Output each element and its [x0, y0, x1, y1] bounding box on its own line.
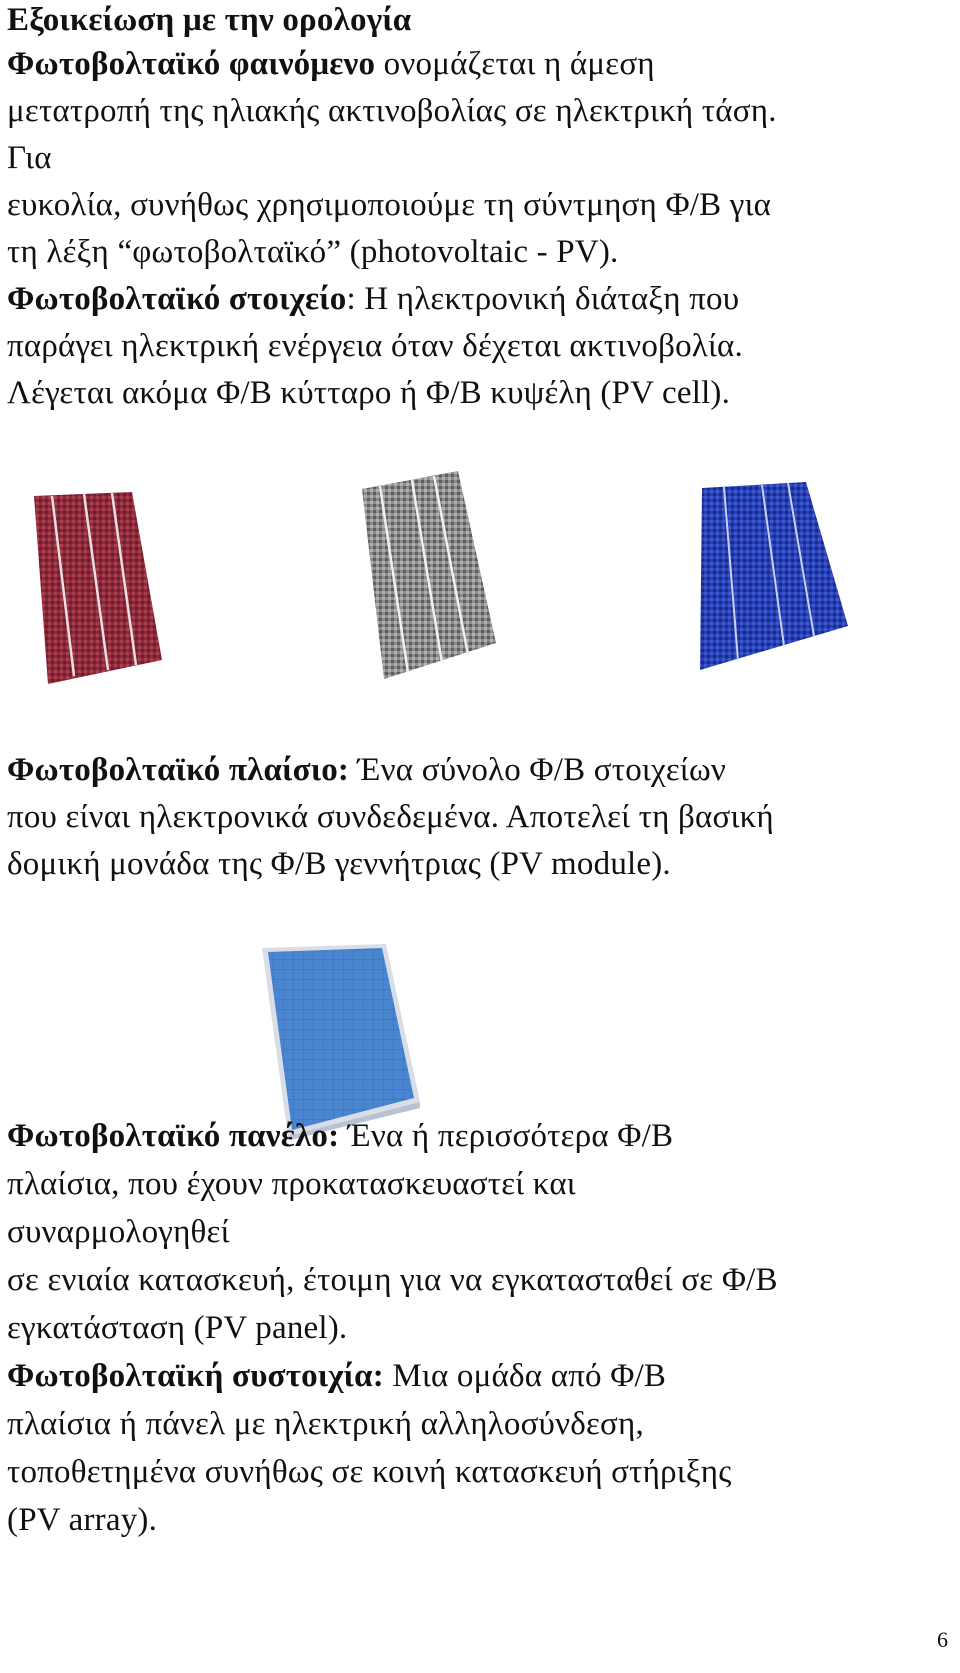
pv-array-line-3: τοποθετημένα συνήθως σε κοινή κατασκευή στήριξης	[7, 1454, 732, 1490]
section-title: Εξοικείωση με την ορολογία	[7, 2, 412, 38]
pv-effect-term: Φωτοβολταϊκό φαινόμενο	[7, 46, 376, 82]
pv-effect-line-4: ευκολία, συνήθως χρησιμοποιούμε τη σύντμηση Φ/Β για	[7, 187, 772, 223]
page-number: 6	[937, 1627, 948, 1652]
gray-cell-image	[340, 465, 510, 695]
pv-effect-line-2: μετατροπή της ηλιακής ακτινοβολίας σε ηλεκτρική τάση.	[7, 93, 777, 129]
pv-cell-line-1	[7, 275, 739, 323]
pv-panel-line-4: σε ενιαία κατασκευή, έτοιμη για να εγκατασταθεί σε Φ/Β	[7, 1262, 778, 1298]
pv-cell-term: Φωτοβολταϊκό στοιχείο	[7, 281, 347, 317]
pv-cell-line-3: Λέγεται ακόμα Φ/Β κύτταρο ή Φ/Β κυψέλη (PV cell).	[7, 375, 731, 411]
pv-panel-line-3: συναρμολογηθεί	[7, 1214, 230, 1250]
pv-effect-text: ονομάζεται η άμεση	[375, 46, 655, 82]
pv-module-line-3: δομική μονάδα της Φ/Β γεννήτριας (PV module).	[7, 846, 671, 882]
pv-cell-text: : Η ηλεκτρονική διάταξη που	[346, 281, 740, 317]
pv-array-text: Μια ομάδα από Φ/Β	[383, 1358, 667, 1394]
pv-panel-line-2: πλαίσια, που έχουν προκατασκευαστεί και	[7, 1166, 576, 1202]
pv-array-line-1	[7, 1352, 666, 1400]
pv-module-term: Φωτοβολταϊκό πλαίσιο:	[7, 752, 350, 788]
pv-panel-term: Φωτοβολταϊκό πανέλο:	[7, 1118, 340, 1154]
pv-module-line-2: που είναι ηλεκτρονικά συνδεδεμένα. Αποτελεί τη βασική	[7, 799, 774, 835]
pv-panel-text: Ένα ή περισσότερα Φ/Β	[339, 1118, 674, 1154]
red-cell-image	[12, 490, 172, 690]
pv-cell-line-2: παράγει ηλεκτρική ενέργεια όταν δέχεται ακτινοβολία.	[7, 328, 743, 364]
blue-cell-image	[680, 478, 860, 688]
pv-panel-line-5: εγκατάσταση (PV panel).	[7, 1310, 348, 1346]
pv-module-text: Ένα σύνολο Φ/Β στοιχείων	[349, 752, 727, 788]
pv-array-line-2: πλαίσια ή πάνελ με ηλεκτρική αλληλοσύνδεση,	[7, 1406, 644, 1442]
pv-effect-line-5: τη λέξη “φωτοβολταϊκό” (photovoltaic - PV).	[7, 234, 619, 270]
pv-array-line-4: (PV array).	[7, 1502, 158, 1538]
pv-array-term: Φωτοβολταϊκή συστοιχία:	[7, 1358, 384, 1394]
pv-module-image	[244, 940, 424, 1140]
pv-effect-line-3: Για	[7, 140, 52, 176]
pv-module-line-1	[7, 746, 726, 794]
pv-effect-line-1	[7, 40, 655, 88]
pv-panel-line-1	[7, 1112, 673, 1160]
